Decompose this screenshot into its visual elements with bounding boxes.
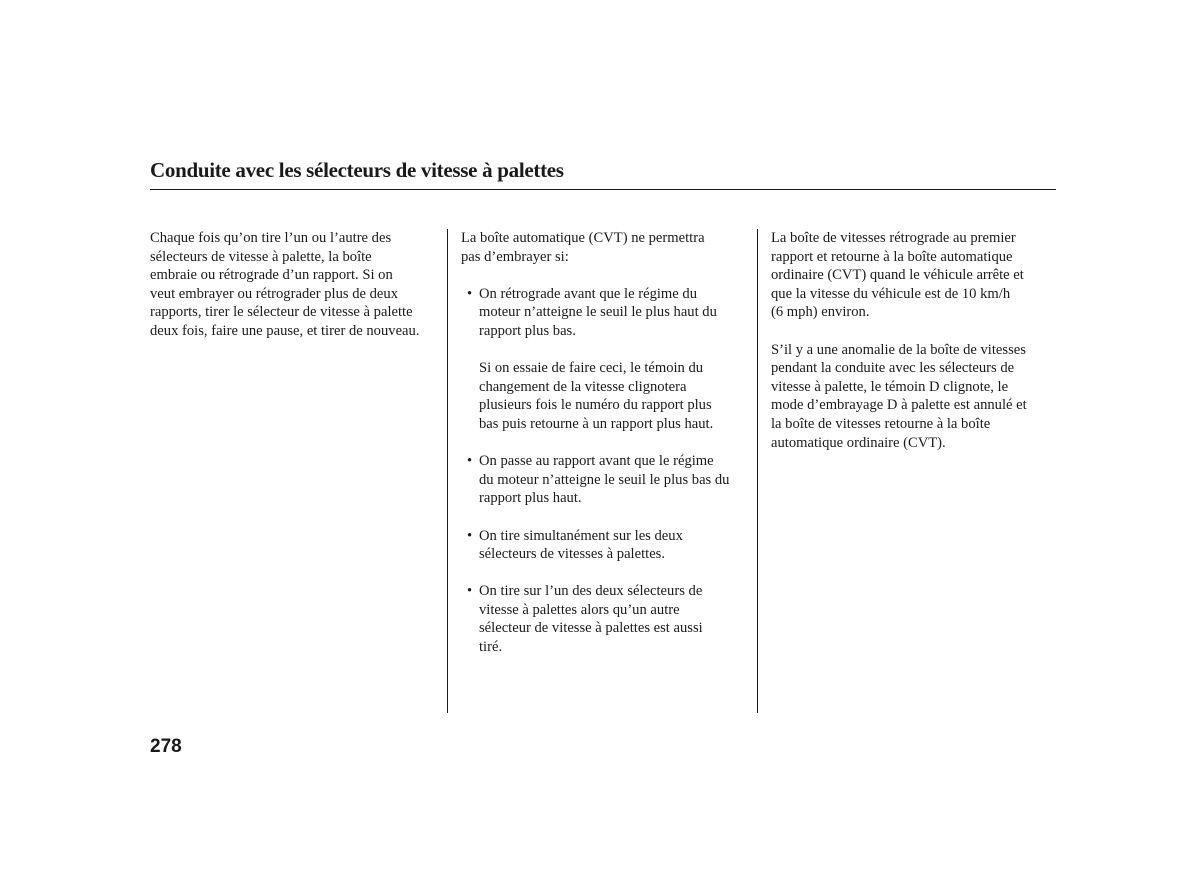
title-divider — [150, 189, 1056, 190]
col3-paragraph-1 — [771, 229, 1061, 322]
text-line: mode d’embrayage D à palette est annulé et — [771, 397, 1027, 414]
page-title: Conduite avec les sélecteurs de vitesse à palettes — [150, 158, 564, 182]
text-line: Chaque fois qu’on tire l’un ou l’autre des — [150, 230, 392, 246]
text-line: que la vitesse du véhicule est de 10 km/h — [771, 285, 1011, 302]
text-line: Si on essaie de faire ceci, le témoin du — [479, 360, 704, 377]
col1-paragraph — [150, 229, 442, 341]
text-line: La boîte de vitesses rétrograde au premier — [771, 230, 1016, 246]
text-line: tiré. — [479, 639, 503, 656]
text-line: bas puis retourne à un rapport plus haut. — [479, 415, 714, 432]
text-line: du moteur n’atteigne le seuil le plus bas du — [479, 471, 730, 488]
text-line: ordinaire (CVT) quand le véhicule arrête et — [771, 267, 1024, 284]
text-line: On tire simultanément sur les deux — [479, 527, 683, 544]
page-number: 278 — [150, 736, 182, 757]
column-2 — [461, 229, 753, 657]
text-line: pas d’embrayer si: — [461, 248, 569, 265]
text-line: pendant la conduite avec les sélecteurs de — [771, 360, 1015, 377]
column-divider-left — [447, 229, 448, 713]
text-line: (6 mph) environ. — [771, 304, 870, 321]
text-line: vitesse à palette, le témoin D clignote, le — [771, 378, 1009, 395]
text-line: changement de la vitesse clignotera — [479, 378, 687, 395]
text-line: rapports, tirer le sélecteur de vitesse à palette — [150, 304, 413, 321]
text-line: deux fois, faire une pause, et tirer de nouveau. — [150, 322, 420, 339]
text-line: On passe au rapport avant que le régime — [479, 453, 714, 470]
bullet-dot: • — [467, 583, 473, 600]
bullet-dot: • — [467, 527, 473, 544]
text-line: moteur n’atteigne le seuil le plus haut du — [479, 304, 717, 321]
text-line: On tire sur l’un des deux sélecteurs de — [479, 583, 703, 600]
text-line: plusieurs fois le numéro du rapport plus — [479, 397, 712, 414]
text-line: embraie ou rétrograde d’un rapport. Si on — [150, 267, 393, 284]
text-line: sélecteurs de vitesses à palettes. — [479, 546, 665, 563]
text-line: rapport plus haut. — [479, 490, 582, 507]
text-line: On rétrograde avant que le régime du — [479, 285, 698, 302]
col3-paragraph-2 — [771, 341, 1061, 453]
bullet-item — [461, 582, 753, 656]
bullet-note — [461, 359, 753, 433]
bullet-dot: • — [467, 453, 473, 470]
column-1 — [150, 229, 442, 341]
bullet-dot: • — [467, 285, 473, 302]
text-line: la boîte de vitesses retourne à la boîte — [771, 415, 991, 432]
col2-intro — [461, 229, 753, 266]
text-line: rapport plus bas. — [479, 322, 576, 339]
text-line: La boîte automatique (CVT) ne permettra — [461, 230, 705, 246]
column-3 — [771, 229, 1061, 452]
column-divider-right — [757, 229, 758, 713]
text-line: S’il y a une anomalie de la boîte de vitesses — [771, 341, 1026, 358]
text-line: vitesse à palettes alors qu’un autre — [479, 601, 680, 618]
text-line: rapport et retourne à la boîte automatique — [771, 248, 1013, 265]
bullet-item — [461, 452, 753, 508]
text-line: veut embrayer ou rétrograder plus de deux — [150, 285, 398, 302]
text-line: sélecteur de vitesse à palettes est aussi — [479, 620, 703, 637]
text-line: automatique ordinaire (CVT). — [771, 434, 946, 451]
bullet-item — [461, 285, 753, 341]
text-line: sélecteurs de vitesse à palette, la boîte — [150, 248, 372, 265]
bullet-item — [461, 527, 753, 564]
